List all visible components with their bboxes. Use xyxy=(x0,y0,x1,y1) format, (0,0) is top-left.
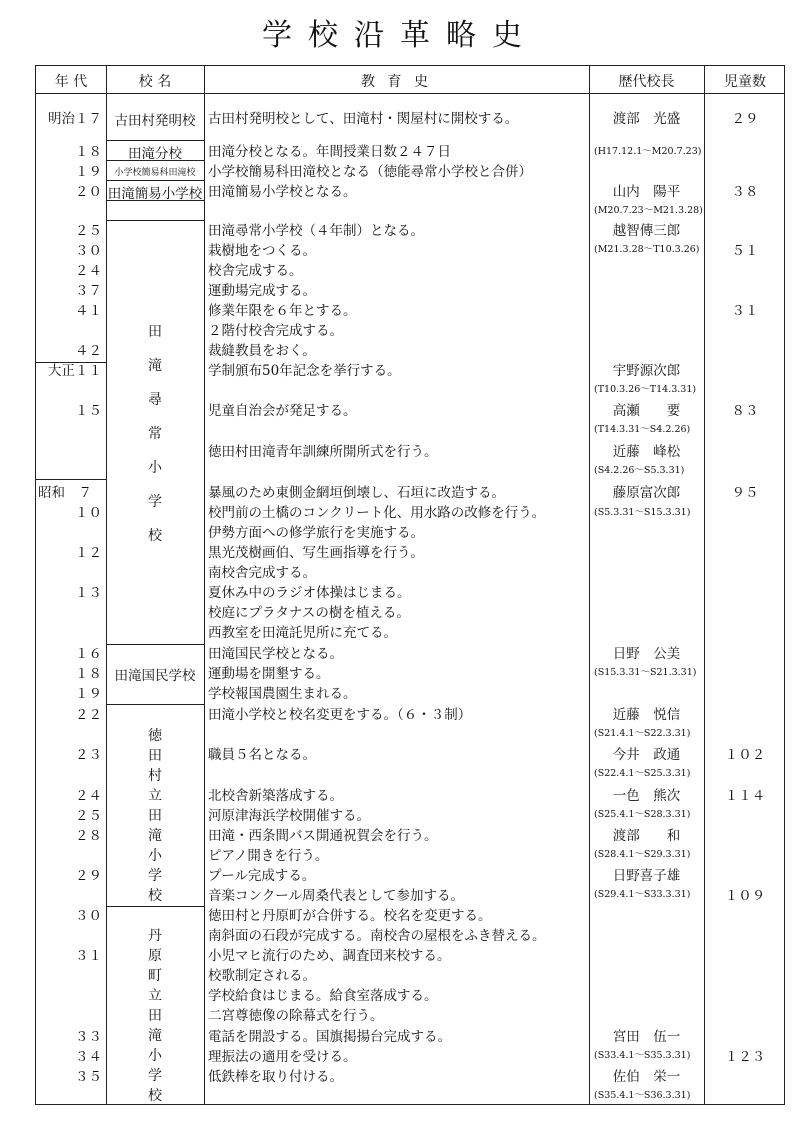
era-label: 明治１７ xyxy=(48,111,102,127)
event-text: 校舎完成する。 xyxy=(208,263,303,279)
event-text: 伊勢方面への修学旅行を実施する。 xyxy=(208,525,424,541)
event-text: 校門前の土橋のコンクリート化、用水路の改修を行う。 xyxy=(208,505,546,521)
school-name-jinjo xyxy=(106,321,204,559)
principal-name: 宮田 伍一 xyxy=(612,1029,681,1045)
era-label xyxy=(38,523,102,543)
principal-tenure: (S21.4.1～S22.3.31) xyxy=(594,728,691,739)
event-text: 音楽コンクール周桑代表として参加する。 xyxy=(208,888,464,904)
event-text: 北校舎新築落成する。 xyxy=(208,788,343,804)
school-name-char: 滝 xyxy=(148,828,162,844)
event-text: 校歌制定される。 xyxy=(208,968,316,984)
header-pupils: 児童数 xyxy=(724,74,766,90)
principal-name: 藤原富次郎 xyxy=(612,485,681,501)
event-text: 田滝尋常小学校（４年制）となる。 xyxy=(208,223,424,239)
era-label: ３５ xyxy=(75,1069,102,1085)
principal-name: 日野喜子雄 xyxy=(612,868,681,884)
era-label xyxy=(38,623,102,643)
event-text: 運動場完成する。 xyxy=(208,283,316,299)
event-text: 運動場を開墾する。 xyxy=(208,666,330,682)
event-text: 田滝・西条間バス開通祝賀会を行う。 xyxy=(208,828,438,844)
era-label: 昭和 ７ xyxy=(38,485,92,501)
era-label: １８ xyxy=(75,144,102,160)
school-name-char: 滝 xyxy=(148,1028,162,1044)
school-name-char: 田 xyxy=(148,324,162,340)
event-text: 暴風のため東側金網垣倒壊し、石垣に改造する。 xyxy=(208,485,505,501)
event-text: 河原津海浜学校開催する。 xyxy=(208,808,370,824)
era-label xyxy=(38,966,102,986)
event-text: ピアノ開きを行う。 xyxy=(208,848,329,864)
school-name-hatsumei: 古田村発明校 xyxy=(114,113,196,129)
school-name-char: 学 xyxy=(148,868,162,884)
era-label: １０ xyxy=(75,505,102,521)
era-label xyxy=(38,926,102,946)
principal-tenure: (S28.4.1～S29.3.31) xyxy=(594,849,691,860)
event-text: 学制頒布50年記念を挙行する。 xyxy=(208,363,401,379)
pupil-count: １０２ xyxy=(724,747,766,763)
pupil-count: ３８ xyxy=(731,184,759,200)
principal-name: 宇野源次郎 xyxy=(612,363,681,379)
event-text: 古田村発明校として、田滝村・関屋村に開校する。 xyxy=(208,111,519,127)
event-text: 学校報国農園生まれる。 xyxy=(208,686,357,702)
event-text: プール完成する。 xyxy=(208,868,316,884)
era-label: １２ xyxy=(75,545,102,561)
event-text: 理振法の適用を受ける。 xyxy=(208,1049,357,1065)
event-text: 職員５名となる。 xyxy=(208,747,316,763)
era-label xyxy=(38,442,102,462)
event-text: 夏休み中のラジオ体操はじまる。 xyxy=(208,585,411,601)
event-text: 田滝分校となる。年間授業日数２４７日 xyxy=(208,144,451,160)
pupil-count: １２３ xyxy=(724,1049,766,1065)
era-label: ４２ xyxy=(75,343,102,359)
era-label xyxy=(38,321,102,341)
school-name-kanika: 小学校簡易科田滝校 xyxy=(114,168,196,178)
school-name-char: 立 xyxy=(148,988,162,1004)
event-text: 徳田村田滝青年訓練所開所式を行う。 xyxy=(208,444,438,460)
event-text: 南校舎完成する。 xyxy=(208,565,316,581)
era-label: ４１ xyxy=(75,303,102,319)
era-label: ２２ xyxy=(75,707,102,723)
school-name-char: 小 xyxy=(148,848,162,864)
principal-tenure: (S33.4.1～S35.3.31) xyxy=(594,1050,691,1061)
principal-tenure: (H17.12.1～M20.7.23) xyxy=(594,146,702,157)
era-label: ３７ xyxy=(75,283,102,299)
principal-tenure: (S4.2.26～S5.3.31) xyxy=(594,465,685,476)
school-name-char: 田 xyxy=(148,808,162,824)
era-label: ３０ xyxy=(75,243,102,259)
principal-tenure: (M21.3.28～T10.3.26) xyxy=(594,244,700,255)
event-text: 栽樹地をつくる。 xyxy=(208,243,316,259)
era-label: ２３ xyxy=(75,747,102,763)
principal-name: 日野 公美 xyxy=(612,646,681,662)
event-text: 西教室を田滝託児所に充てる。 xyxy=(208,625,397,641)
header-principal: 歴代校長 xyxy=(618,74,675,90)
school-name-tokuda xyxy=(106,726,204,906)
principal-name: 山内 陽平 xyxy=(612,184,681,200)
principal-name: 渡部 和 xyxy=(612,828,681,844)
school-name-char: 尋 xyxy=(148,392,162,408)
event-text: 黒光茂樹画伯、写生画指導を行う。 xyxy=(208,545,424,561)
event-text: 裁縫教員をおく。 xyxy=(208,343,316,359)
event-text: ２階付校舎完成する。 xyxy=(208,323,343,339)
school-name-char: 田 xyxy=(148,748,162,764)
event-text: 小児マヒ流行のため、調査団来校する。 xyxy=(208,948,451,964)
principal-name: 高瀬 要 xyxy=(612,403,681,419)
event-text: 田滝国民学校となる。 xyxy=(208,646,343,662)
era-label: ３４ xyxy=(75,1049,102,1065)
event-text: 電話を開設する。国旗掲揚台完成する。 xyxy=(208,1029,451,1045)
event-text: 修業年限を６年とする。 xyxy=(208,303,357,319)
era-label: 大正１１ xyxy=(48,363,102,379)
era-label: ２０ xyxy=(75,184,102,200)
era-label: ２５ xyxy=(75,808,102,824)
era-label: １９ xyxy=(75,686,102,702)
school-name-kokumin: 田滝国民学校 xyxy=(114,668,196,684)
school-name-char: 学 xyxy=(148,494,162,510)
school-name-char: 小 xyxy=(148,460,162,476)
school-name-char: 小 xyxy=(148,1048,162,1064)
principal-tenure: (S29.4.1～S33.3.31) xyxy=(594,889,691,900)
era-label: ２４ xyxy=(75,263,102,279)
school-name-char: 村 xyxy=(148,768,162,784)
era-label xyxy=(38,1006,102,1026)
pupil-count: １１４ xyxy=(724,788,766,804)
principal-name: 近藤 悦信 xyxy=(612,707,681,723)
principal-tenure: (M20.7.23～M21.3.28) xyxy=(594,205,703,216)
history-table xyxy=(35,65,785,1105)
era-label xyxy=(38,986,102,1006)
event-text: 低鉄棒を取り付ける。 xyxy=(208,1069,343,1085)
principal-name: 渡部 光盛 xyxy=(612,111,681,127)
school-name-char: 原 xyxy=(148,948,162,964)
principal-tenure: (S35.4.1～S36.3.31) xyxy=(594,1090,691,1101)
era-label: ３１ xyxy=(75,948,102,964)
era-label: １９ xyxy=(75,164,102,180)
event-text: 小学校簡易科田滝校となる（徳能尋常小学校と合併） xyxy=(208,164,532,180)
school-name-tanbara xyxy=(106,926,204,1106)
era-label: １８ xyxy=(75,666,102,682)
era-label: ２４ xyxy=(75,788,102,804)
pupil-count: ２９ xyxy=(731,111,759,127)
page-title: 学校沿革略史 xyxy=(262,18,538,53)
pupil-count: ３１ xyxy=(731,303,759,319)
event-text: 二宮尊徳像の除幕式を行う。 xyxy=(208,1008,384,1024)
school-name-char: 町 xyxy=(148,968,162,984)
header-history: 教 育 史 xyxy=(361,74,432,90)
era-label: ３０ xyxy=(75,908,102,924)
era-label xyxy=(38,603,102,623)
event-text: 田滝小学校と校名変更をする。（６・３制） xyxy=(208,707,472,723)
principal-name: 佐伯 栄一 xyxy=(612,1069,681,1085)
pupil-count: １０９ xyxy=(724,888,766,904)
principal-name: 一色 熊次 xyxy=(612,788,681,804)
header-year: 年 代 xyxy=(54,74,88,90)
school-name-char: 田 xyxy=(148,1008,162,1024)
school-name-char: 滝 xyxy=(148,358,162,374)
event-text: 徳田村と丹原町が合併する。校名を変更する。 xyxy=(208,908,492,924)
era-label: ２９ xyxy=(75,868,102,884)
header-school: 校 名 xyxy=(138,74,172,90)
principal-name: 近藤 峰松 xyxy=(612,444,681,460)
school-name-char: 校 xyxy=(148,888,162,904)
school-name-char: 常 xyxy=(148,426,162,442)
era-label: １６ xyxy=(75,646,102,662)
event-text: 児童自治会が発足する。 xyxy=(208,403,357,419)
principal-tenure: (S15.3.31～S21.3.31) xyxy=(594,667,697,678)
pupil-count: ５１ xyxy=(731,243,759,259)
principal-tenure: (S5.3.31～S15.3.31) xyxy=(594,507,691,518)
era-label: ３３ xyxy=(75,1029,102,1045)
pupil-count: ９５ xyxy=(731,485,759,501)
school-name-char: 立 xyxy=(148,788,162,804)
era-label: １３ xyxy=(75,585,102,601)
event-text: 田滝簡易小学校となる。 xyxy=(208,184,357,200)
era-label xyxy=(38,563,102,583)
event-text: 南斜面の石段が完成する。南校舎の屋根をふき替える。 xyxy=(208,928,546,944)
principal-tenure: (S25.4.1～S28.3.31) xyxy=(594,809,691,820)
school-name-char: 丹 xyxy=(148,928,162,944)
event-text: 校庭にプラタナスの樹を植える。 xyxy=(208,605,410,621)
school-name-char: 校 xyxy=(148,1088,162,1104)
principal-tenure: (T14.3.31～S4.2.26) xyxy=(594,424,691,435)
principal-name: 越智傳三郎 xyxy=(612,223,681,239)
event-text: 学校給食はじまる。給食室落成する。 xyxy=(208,988,438,1004)
era-label: ２８ xyxy=(75,828,102,844)
era-label: １５ xyxy=(75,403,102,419)
principal-name: 今井 政通 xyxy=(612,747,681,763)
school-name-bunko: 田滝分校 xyxy=(128,146,182,162)
principal-tenure: (T10.3.26～T14.3.31) xyxy=(594,384,697,395)
era-label xyxy=(38,846,102,866)
principal-tenure: (S22.4.1～S25.3.31) xyxy=(594,768,691,779)
school-name-kan-i: 田滝簡易小学校 xyxy=(107,186,203,202)
school-name-char: 学 xyxy=(148,1068,162,1084)
school-name-char: 徳 xyxy=(148,728,162,744)
era-label: ２５ xyxy=(75,223,102,239)
pupil-count: ８３ xyxy=(731,403,759,419)
school-name-char: 校 xyxy=(148,528,162,544)
era-label xyxy=(38,886,102,906)
